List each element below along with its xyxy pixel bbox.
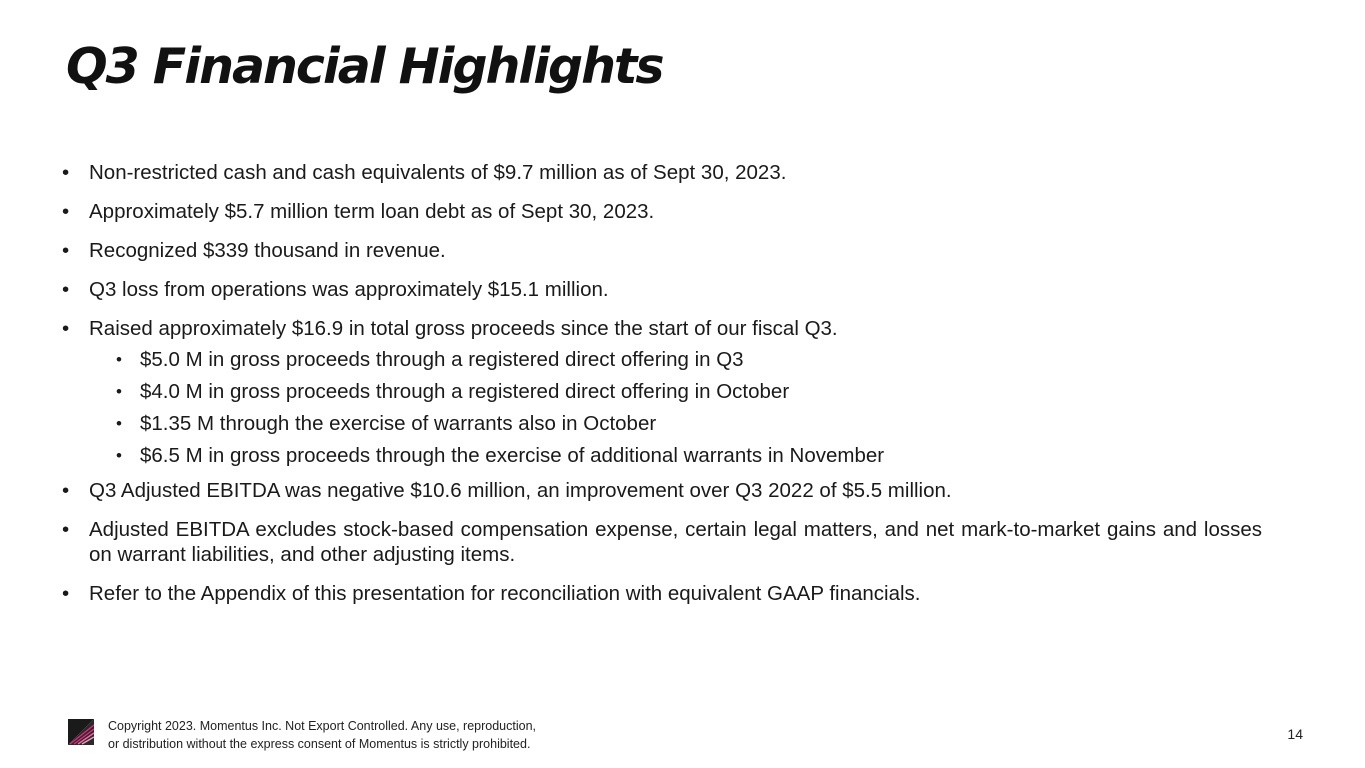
- copyright-notice: [108, 717, 536, 753]
- sub-bullet-item: • $5.0 M in gross proceeds through a registered direct offering in Q3: [113, 347, 1262, 372]
- bullet-text: Refer to the Appendix of this presentation for reconciliation with equivalent GAAP financials.: [89, 582, 921, 605]
- sub-bullet-item: • $6.5 M in gross proceeds through the exercise of additional warrants in November: [113, 443, 1262, 468]
- page-number: 14: [1287, 726, 1303, 742]
- bullet-item-operating-loss: [62, 277, 1262, 302]
- bullet-item-revenue: [62, 238, 1262, 263]
- bullet-text: Non-restricted cash and cash equivalents of $9.7 million as of Sept 30, 2023.: [89, 161, 787, 184]
- bullet-item-cash: [62, 160, 1262, 185]
- copyright-line: Copyright 2023. Momentus Inc. Not Export Controlled. Any use, reproduction,: [108, 719, 537, 733]
- bullet-item-ebitda-definition: [62, 517, 1262, 567]
- footer: [68, 717, 536, 753]
- sub-bullet-item: • $4.0 M in gross proceeds through a registered direct offering in October: [113, 379, 1262, 404]
- bullet-item-adjusted-ebitda: [62, 478, 1262, 503]
- bullet-text: Q3 loss from operations was approximately $15.1 million.: [89, 278, 609, 301]
- bullet-text: Raised approximately $16.9 in total gross proceeds since the start of our fiscal Q3.: [89, 317, 838, 340]
- sub-bullet-list: [89, 347, 1262, 468]
- bullet-text: Recognized $339 thousand in revenue.: [89, 239, 446, 262]
- bullet-item-debt: [62, 199, 1262, 224]
- sub-bullet-item: • $1.35 M through the exercise of warrants also in October: [113, 411, 1262, 436]
- bullet-item-appendix: [62, 581, 1262, 606]
- slide-title: Q3 Financial Highlights: [66, 38, 663, 95]
- momentus-logo-icon: [68, 719, 94, 745]
- bullet-text: Q3 Adjusted EBITDA was negative $10.6 million, an improvement over Q3 2022 of $5.5 million.: [89, 479, 952, 502]
- bullet-list: [62, 160, 1262, 620]
- bullet-text: Adjusted EBITDA excludes stock-based compensation expense, certain legal matters, and net mark-to-market gains and losses on warrant liabilities, and other adjusting items.: [89, 518, 1262, 566]
- copyright-line: or distribution without the express consent of Momentus is strictly prohibited.: [108, 737, 531, 751]
- bullet-text: Approximately $5.7 million term loan debt as of Sept 30, 2023.: [89, 200, 655, 223]
- bullet-item-proceeds: [62, 316, 1262, 468]
